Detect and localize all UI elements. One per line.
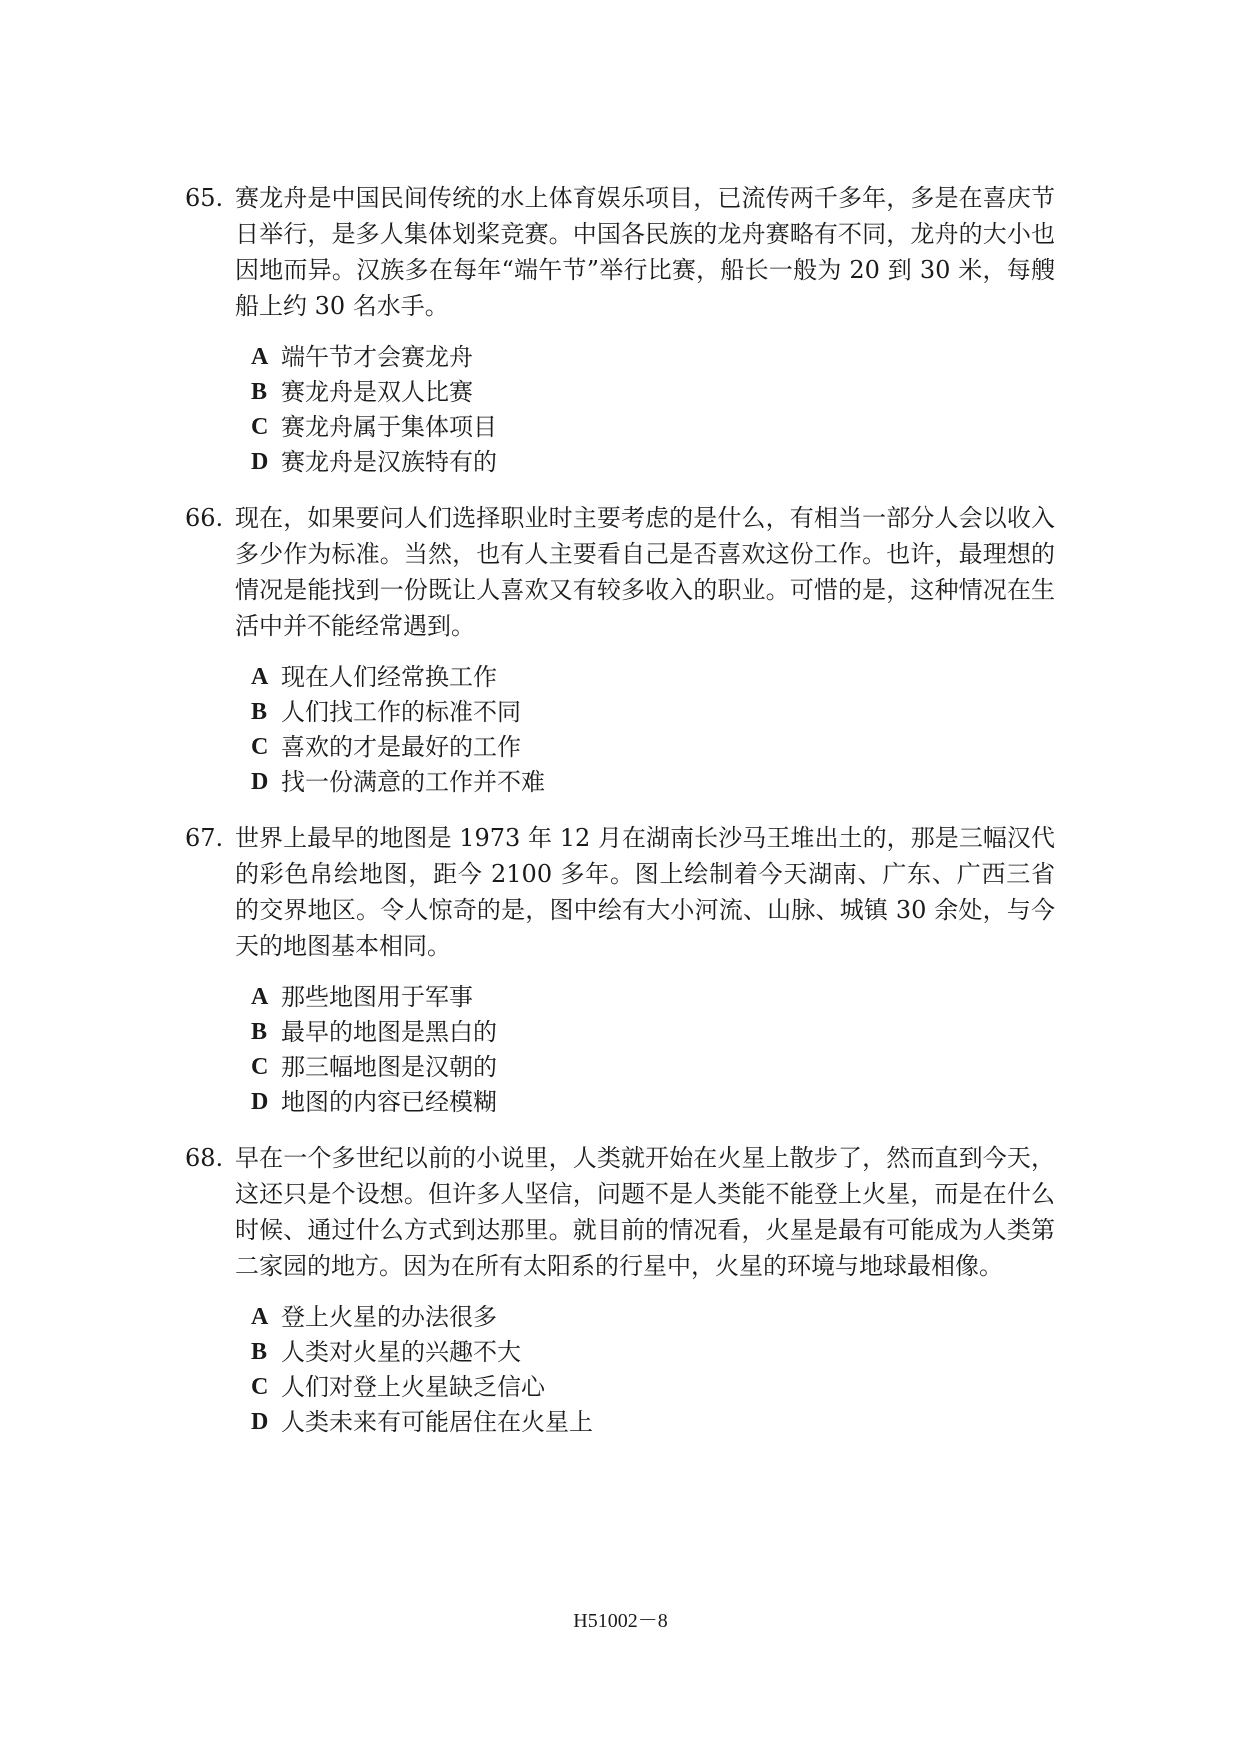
- question-stem: [185, 1140, 1055, 1284]
- option-letter: C: [251, 1374, 269, 1400]
- option-d: [251, 1085, 1055, 1120]
- question-number: 66.: [185, 504, 224, 532]
- option-b: [251, 695, 1055, 730]
- option-text: 找一份满意的工作并不难: [281, 768, 545, 796]
- option-a: [251, 340, 1055, 375]
- question-number: 67.: [185, 824, 224, 852]
- question-68: [185, 1140, 1055, 1440]
- question-67: [185, 820, 1055, 1120]
- option-text: 登上火星的办法很多: [281, 1303, 497, 1331]
- question-text: 世界上最早的地图是 1973 年 12 月在湖南长沙马王堆出土的，那是三幅汉代的彩色帛绘地图，距今 2100 多年。图上绘制着今天湖南、广东、广西三省的交界地区。令人惊奇的是，图中绘有大小河流、山脉、城镇 30 余处，与今天的地图基本相同。: [235, 824, 1055, 960]
- question-text: 早在一个多世纪以前的小说里，人类就开始在火星上散步了，然而直到今天，这还只是个设想。但许多人坚信，问题不是人类能不能登上火星，而是在什么时候、通过什么方式到达那里。就目前的情况看，火星是最有可能成为人类第二家园的地方。因为在所有太阳系的行星中，火星的环境与地球最相像。: [235, 1144, 1055, 1280]
- question-stem: [185, 820, 1055, 964]
- option-text: 那些地图用于军事: [281, 983, 473, 1011]
- question-65: [185, 180, 1055, 480]
- option-text: 端午节才会赛龙舟: [281, 343, 473, 371]
- option-d: [251, 765, 1055, 800]
- option-text: 赛龙舟是双人比赛: [281, 378, 473, 406]
- option-d: [251, 1405, 1055, 1440]
- question-stem: [185, 180, 1055, 324]
- option-letter: A: [251, 1304, 269, 1330]
- option-c: [251, 410, 1055, 445]
- option-letter: D: [251, 449, 269, 475]
- option-text: 最早的地图是黑白的: [281, 1018, 497, 1046]
- option-letter: B: [251, 699, 268, 725]
- option-a: [251, 660, 1055, 695]
- option-text: 地图的内容已经模糊: [281, 1088, 497, 1116]
- option-text: 赛龙舟是汉族特有的: [281, 448, 497, 476]
- option-c: [251, 730, 1055, 765]
- option-b: [251, 1335, 1055, 1370]
- option-letter: A: [251, 984, 269, 1010]
- option-letter: B: [251, 1019, 268, 1045]
- option-list: [185, 980, 1055, 1120]
- option-list: [185, 340, 1055, 480]
- question-number: 68.: [185, 1144, 224, 1172]
- option-d: [251, 445, 1055, 480]
- option-letter: D: [251, 769, 269, 795]
- question-66: [185, 500, 1055, 800]
- option-text: 现在人们经常换工作: [281, 663, 497, 691]
- option-list: [185, 1300, 1055, 1440]
- option-letter: D: [251, 1089, 269, 1115]
- question-text: 现在，如果要问人们选择职业时主要考虑的是什么，有相当一部分人会以收入多少作为标准。当然，也有人主要看自己是否喜欢这份工作。也许，最理想的情况是能找到一份既让人喜欢又有较多收入的职业。可惜的是，这种情况在生活中并不能经常遇到。: [235, 504, 1055, 640]
- option-text: 那三幅地图是汉朝的: [281, 1053, 497, 1081]
- option-text: 人们找工作的标准不同: [281, 698, 521, 726]
- option-list: [185, 660, 1055, 800]
- option-c: [251, 1370, 1055, 1405]
- option-text: 喜欢的才是最好的工作: [281, 733, 521, 761]
- option-letter: A: [251, 664, 269, 690]
- option-text: 人类未来有可能居住在火星上: [281, 1408, 593, 1436]
- option-letter: C: [251, 1054, 269, 1080]
- option-letter: B: [251, 379, 268, 405]
- option-text: 人类对火星的兴趣不大: [281, 1338, 521, 1366]
- option-b: [251, 1015, 1055, 1050]
- option-c: [251, 1050, 1055, 1085]
- question-text: 赛龙舟是中国民间传统的水上体育娱乐项目，已流传两千多年，多是在喜庆节日举行，是多人集体划桨竞赛。中国各民族的龙舟赛略有不同，龙舟的大小也因地而异。汉族多在每年“端午节”举行比赛，船长一般为 20 到 30 米，每艘船上约 30 名水手。: [235, 184, 1055, 320]
- option-letter: D: [251, 1409, 269, 1435]
- option-letter: B: [251, 1339, 268, 1365]
- option-text: 赛龙舟属于集体项目: [281, 413, 497, 441]
- option-letter: C: [251, 734, 269, 760]
- page-footer: H51002－8: [573, 1610, 668, 1632]
- option-b: [251, 375, 1055, 410]
- option-a: [251, 980, 1055, 1015]
- option-letter: C: [251, 414, 269, 440]
- question-number: 65.: [185, 184, 224, 212]
- option-text: 人们对登上火星缺乏信心: [281, 1373, 545, 1401]
- option-letter: A: [251, 344, 269, 370]
- option-a: [251, 1300, 1055, 1335]
- question-stem: [185, 500, 1055, 644]
